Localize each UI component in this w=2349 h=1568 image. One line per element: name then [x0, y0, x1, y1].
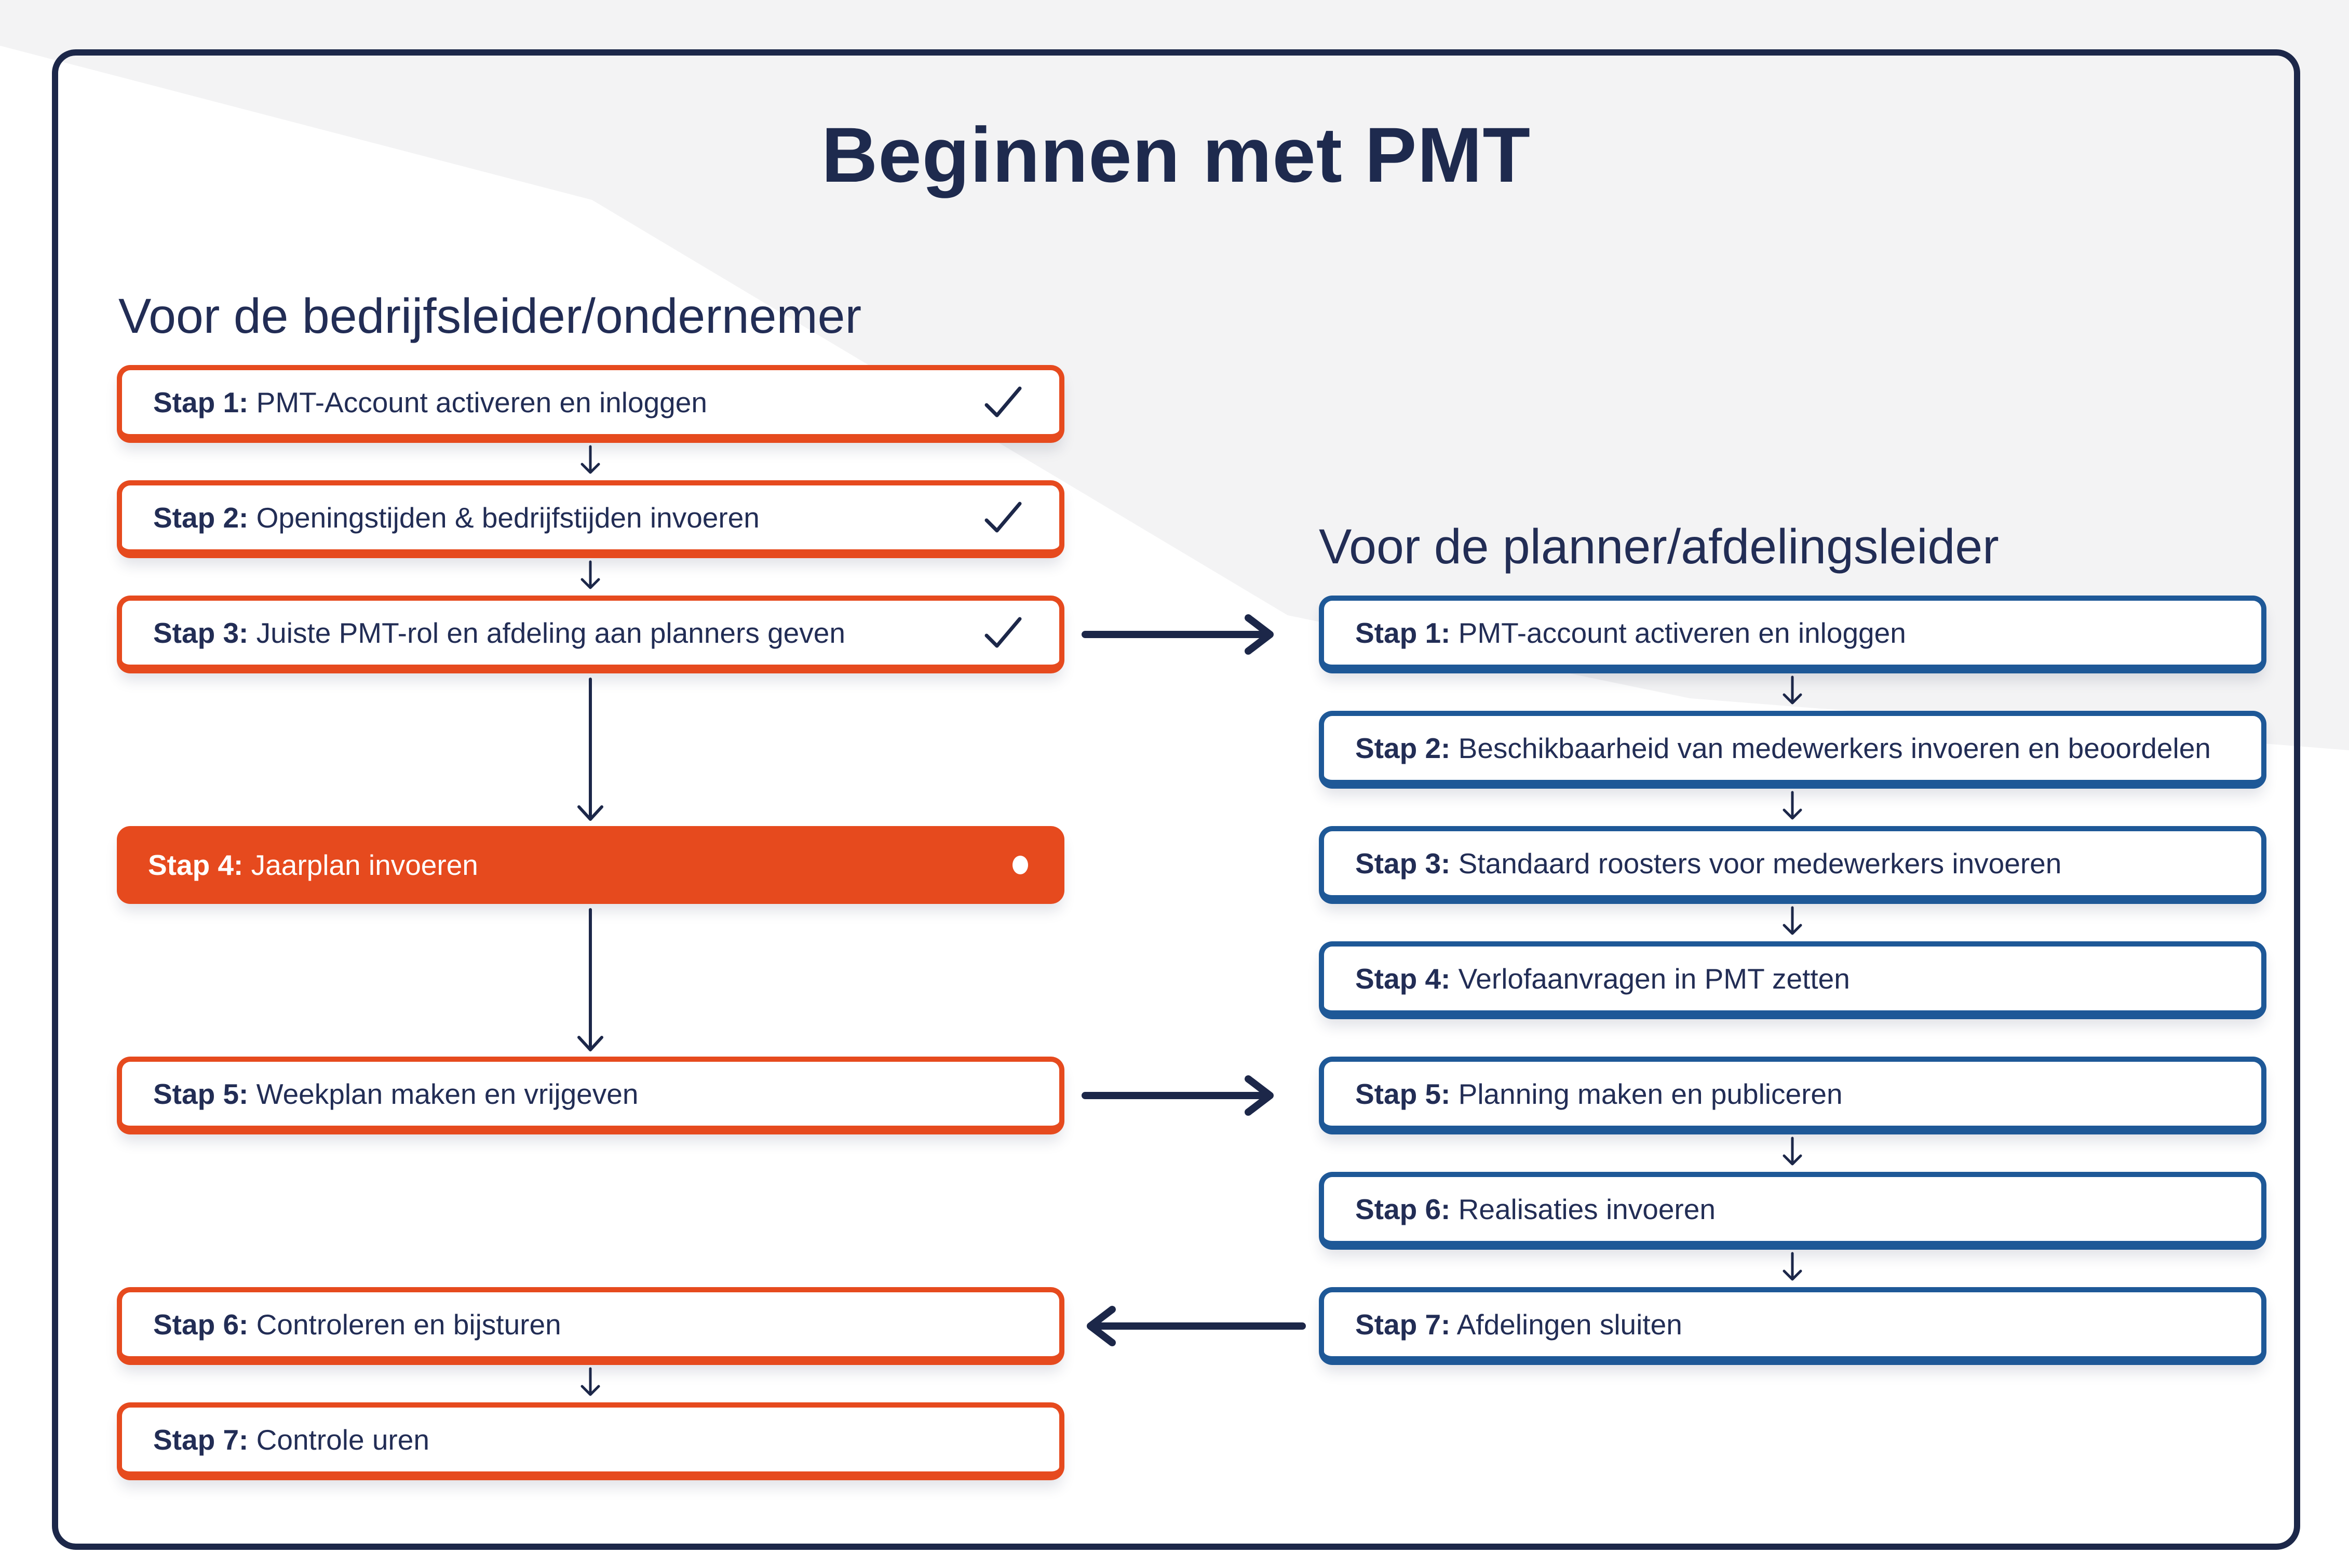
- step-box-planner-7: [1319, 1287, 2266, 1365]
- step-box-planner-3: [1319, 826, 2266, 904]
- right-column-heading: Voor de planner/afdelingsleider: [1319, 519, 1999, 574]
- right-arrow-icon: [1081, 1074, 1276, 1117]
- step-text: Stap 7: Controle uren: [153, 1423, 429, 1456]
- step-text: Stap 5: Weekplan maken en vrijgeven: [153, 1077, 639, 1110]
- down-arrow-icon: [1777, 790, 1808, 823]
- check-icon: [983, 385, 1023, 420]
- step-box-leader-4-current: [117, 826, 1064, 904]
- check-icon: [983, 501, 1023, 535]
- step-text: Stap 2: Openingstijden & bedrijfstijden invoeren: [153, 501, 760, 534]
- down-arrow-icon: [1777, 1251, 1808, 1285]
- step-text: Stap 6: Realisaties invoeren: [1355, 1193, 1716, 1225]
- down-arrow-icon: [575, 560, 606, 593]
- step-box-planner-6: [1319, 1172, 2266, 1250]
- step-box-leader-3: [117, 596, 1064, 673]
- left-arrow-icon: [1085, 1304, 1306, 1348]
- step-text: Stap 1: PMT-account activeren en inloggen: [1355, 616, 1906, 649]
- step-box-leader-5: [117, 1057, 1064, 1134]
- step-text: Stap 5: Planning maken en publiceren: [1355, 1077, 1843, 1110]
- step-box-leader-2: [117, 480, 1064, 558]
- dot-icon: [1013, 856, 1028, 874]
- page-title: Beginnen met PMT: [821, 111, 1531, 198]
- long-down-arrow-icon: [567, 909, 614, 1053]
- step-box-leader-6: [117, 1287, 1064, 1365]
- step-box-planner-1: [1319, 596, 2266, 673]
- step-text: Stap 6: Controleren en bijsturen: [153, 1308, 561, 1341]
- down-arrow-icon: [575, 444, 606, 478]
- step-text: Stap 4: Jaarplan invoeren: [148, 849, 478, 881]
- long-down-arrow-icon: [567, 678, 614, 822]
- step-text: Stap 7: Afdelingen sluiten: [1355, 1308, 1682, 1341]
- step-box-leader-7: [117, 1402, 1064, 1480]
- step-text: Stap 4: Verlofaanvragen in PMT zetten: [1355, 962, 1850, 995]
- step-text: Stap 2: Beschikbaarheid van medewerkers invoeren en beoordelen: [1355, 732, 2211, 764]
- down-arrow-icon: [575, 1367, 606, 1400]
- left-column-heading: Voor de bedrijfsleider/ondernemer: [118, 289, 862, 344]
- step-box-planner-5: [1319, 1057, 2266, 1134]
- step-text: Stap 3: Standaard roosters voor medewerkers invoeren: [1355, 847, 2062, 880]
- step-text: Stap 3: Juiste PMT-rol en afdeling aan planners geven: [153, 616, 845, 649]
- down-arrow-icon: [1777, 905, 1808, 939]
- down-arrow-icon: [1777, 1136, 1808, 1169]
- step-box-leader-1: [117, 365, 1064, 443]
- step-text: Stap 1: PMT-Account activeren en inloggen: [153, 386, 707, 418]
- step-box-planner-4: [1319, 941, 2266, 1019]
- right-arrow-icon: [1081, 613, 1276, 656]
- step-box-planner-2: [1319, 711, 2266, 789]
- down-arrow-icon: [1777, 675, 1808, 708]
- check-icon: [983, 616, 1023, 650]
